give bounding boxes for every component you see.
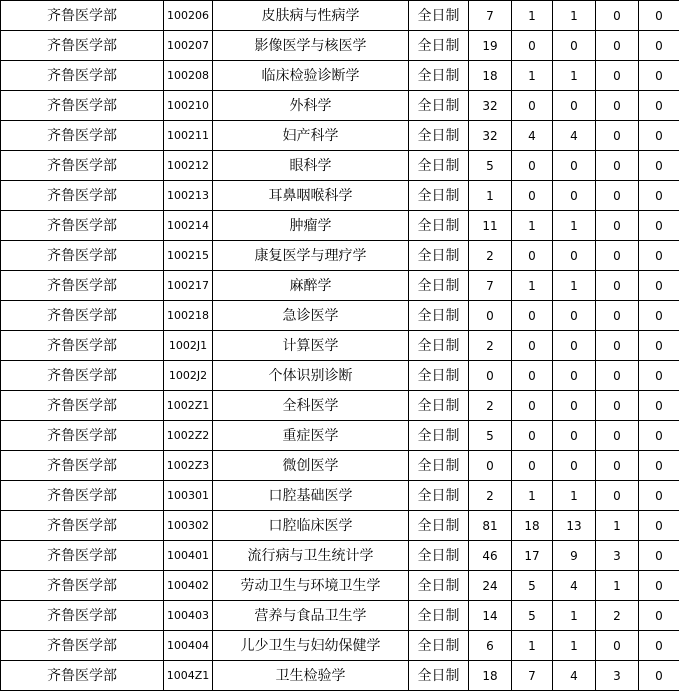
major-name-cell: 眼科学	[213, 151, 409, 181]
table-row	[1, 211, 679, 241]
table-row	[1, 451, 679, 481]
count-cell-1: 7	[469, 1, 512, 31]
count-cell-4: 0	[596, 61, 639, 91]
study-mode-cell: 全日制	[409, 121, 469, 151]
count-cell-4: 0	[596, 91, 639, 121]
count-cell-5: 0	[639, 181, 679, 211]
count-cell-5: 0	[639, 421, 679, 451]
count-cell-1: 24	[469, 571, 512, 601]
study-mode-cell: 全日制	[409, 511, 469, 541]
count-cell-2: 4	[512, 121, 553, 151]
major-name-cell: 麻醉学	[213, 271, 409, 301]
study-mode-cell: 全日制	[409, 601, 469, 631]
study-mode-cell: 全日制	[409, 481, 469, 511]
count-cell-3: 1	[553, 1, 596, 31]
count-cell-1: 0	[469, 361, 512, 391]
major-code-cell: 100404	[164, 631, 213, 661]
department-cell: 齐鲁医学部	[1, 391, 164, 421]
count-cell-5: 0	[639, 631, 679, 661]
count-cell-4: 0	[596, 31, 639, 61]
study-mode-cell: 全日制	[409, 661, 469, 691]
table-row	[1, 331, 679, 361]
major-code-cell: 100215	[164, 241, 213, 271]
count-cell-4: 0	[596, 181, 639, 211]
department-cell: 齐鲁医学部	[1, 571, 164, 601]
department-cell: 齐鲁医学部	[1, 31, 164, 61]
count-cell-2: 0	[512, 331, 553, 361]
count-cell-3: 0	[553, 451, 596, 481]
count-cell-4: 0	[596, 481, 639, 511]
count-cell-4: 0	[596, 391, 639, 421]
count-cell-2: 0	[512, 151, 553, 181]
count-cell-5: 0	[639, 511, 679, 541]
department-cell: 齐鲁医学部	[1, 541, 164, 571]
count-cell-2: 0	[512, 421, 553, 451]
study-mode-cell: 全日制	[409, 1, 469, 31]
major-code-cell: 100214	[164, 211, 213, 241]
count-cell-1: 2	[469, 241, 512, 271]
count-cell-2: 1	[512, 631, 553, 661]
major-code-cell: 100208	[164, 61, 213, 91]
major-name-cell: 流行病与卫生统计学	[213, 541, 409, 571]
major-name-cell: 口腔基础医学	[213, 481, 409, 511]
major-name-cell: 耳鼻咽喉科学	[213, 181, 409, 211]
study-mode-cell: 全日制	[409, 271, 469, 301]
count-cell-3: 0	[553, 241, 596, 271]
study-mode-cell: 全日制	[409, 301, 469, 331]
study-mode-cell: 全日制	[409, 151, 469, 181]
major-code-cell: 100213	[164, 181, 213, 211]
table-row	[1, 61, 679, 91]
count-cell-3: 0	[553, 301, 596, 331]
count-cell-5: 0	[639, 301, 679, 331]
department-cell: 齐鲁医学部	[1, 661, 164, 691]
major-name-cell: 康复医学与理疗学	[213, 241, 409, 271]
table-row	[1, 301, 679, 331]
count-cell-4: 3	[596, 661, 639, 691]
count-cell-1: 6	[469, 631, 512, 661]
study-mode-cell: 全日制	[409, 91, 469, 121]
count-cell-1: 2	[469, 481, 512, 511]
department-cell: 齐鲁医学部	[1, 61, 164, 91]
count-cell-5: 0	[639, 31, 679, 61]
study-mode-cell: 全日制	[409, 181, 469, 211]
count-cell-4: 0	[596, 331, 639, 361]
count-cell-1: 2	[469, 391, 512, 421]
count-cell-3: 4	[553, 121, 596, 151]
count-cell-2: 1	[512, 271, 553, 301]
count-cell-4: 0	[596, 151, 639, 181]
count-cell-3: 1	[553, 481, 596, 511]
major-code-cell: 1002J2	[164, 361, 213, 391]
count-cell-3: 0	[553, 421, 596, 451]
count-cell-2: 1	[512, 61, 553, 91]
department-cell: 齐鲁医学部	[1, 121, 164, 151]
count-cell-4: 1	[596, 511, 639, 541]
count-cell-4: 0	[596, 271, 639, 301]
count-cell-1: 18	[469, 61, 512, 91]
count-cell-4: 0	[596, 421, 639, 451]
major-name-cell: 儿少卫生与妇幼保健学	[213, 631, 409, 661]
major-name-cell: 影像医学与核医学	[213, 31, 409, 61]
count-cell-3: 13	[553, 511, 596, 541]
count-cell-1: 0	[469, 451, 512, 481]
table-row	[1, 541, 679, 571]
count-cell-2: 0	[512, 391, 553, 421]
department-cell: 齐鲁医学部	[1, 301, 164, 331]
count-cell-2: 17	[512, 541, 553, 571]
count-cell-1: 81	[469, 511, 512, 541]
count-cell-4: 0	[596, 241, 639, 271]
count-cell-4: 0	[596, 301, 639, 331]
major-code-cell: 100206	[164, 1, 213, 31]
count-cell-1: 46	[469, 541, 512, 571]
department-cell: 齐鲁医学部	[1, 511, 164, 541]
major-code-cell: 100302	[164, 511, 213, 541]
count-cell-1: 5	[469, 151, 512, 181]
study-mode-cell: 全日制	[409, 61, 469, 91]
table-row	[1, 31, 679, 61]
count-cell-3: 0	[553, 31, 596, 61]
table-row	[1, 181, 679, 211]
count-cell-2: 0	[512, 241, 553, 271]
study-mode-cell: 全日制	[409, 31, 469, 61]
count-cell-1: 5	[469, 421, 512, 451]
department-cell: 齐鲁医学部	[1, 601, 164, 631]
count-cell-5: 0	[639, 571, 679, 601]
department-cell: 齐鲁医学部	[1, 1, 164, 31]
table-row	[1, 601, 679, 631]
major-code-cell: 100212	[164, 151, 213, 181]
count-cell-4: 0	[596, 121, 639, 151]
count-cell-4: 0	[596, 631, 639, 661]
count-cell-5: 0	[639, 241, 679, 271]
department-cell: 齐鲁医学部	[1, 631, 164, 661]
count-cell-3: 4	[553, 571, 596, 601]
count-cell-2: 5	[512, 601, 553, 631]
major-name-cell: 肿瘤学	[213, 211, 409, 241]
department-cell: 齐鲁医学部	[1, 361, 164, 391]
count-cell-4: 2	[596, 601, 639, 631]
table-row	[1, 571, 679, 601]
major-code-cell: 1004Z1	[164, 661, 213, 691]
count-cell-1: 11	[469, 211, 512, 241]
major-code-cell: 100401	[164, 541, 213, 571]
count-cell-5: 0	[639, 211, 679, 241]
count-cell-1: 18	[469, 661, 512, 691]
count-cell-4: 0	[596, 211, 639, 241]
major-name-cell: 卫生检验学	[213, 661, 409, 691]
count-cell-2: 1	[512, 1, 553, 31]
major-name-cell: 劳动卫生与环境卫生学	[213, 571, 409, 601]
count-cell-5: 0	[639, 61, 679, 91]
count-cell-2: 0	[512, 451, 553, 481]
major-name-cell: 口腔临床医学	[213, 511, 409, 541]
count-cell-5: 0	[639, 271, 679, 301]
count-cell-3: 0	[553, 91, 596, 121]
major-name-cell: 妇产科学	[213, 121, 409, 151]
count-cell-2: 7	[512, 661, 553, 691]
count-cell-3: 0	[553, 331, 596, 361]
department-cell: 齐鲁医学部	[1, 451, 164, 481]
major-code-cell: 1002J1	[164, 331, 213, 361]
count-cell-5: 0	[639, 481, 679, 511]
major-name-cell: 外科学	[213, 91, 409, 121]
table-row	[1, 631, 679, 661]
study-mode-cell: 全日制	[409, 541, 469, 571]
study-mode-cell: 全日制	[409, 211, 469, 241]
department-cell: 齐鲁医学部	[1, 91, 164, 121]
major-name-cell: 全科医学	[213, 391, 409, 421]
count-cell-5: 0	[639, 541, 679, 571]
count-cell-5: 0	[639, 91, 679, 121]
table-row	[1, 511, 679, 541]
study-mode-cell: 全日制	[409, 451, 469, 481]
count-cell-4: 0	[596, 361, 639, 391]
major-code-cell: 100210	[164, 91, 213, 121]
major-name-cell: 营养与食品卫生学	[213, 601, 409, 631]
count-cell-1: 0	[469, 301, 512, 331]
count-cell-5: 0	[639, 1, 679, 31]
count-cell-1: 2	[469, 331, 512, 361]
table-row	[1, 151, 679, 181]
count-cell-5: 0	[639, 121, 679, 151]
study-mode-cell: 全日制	[409, 421, 469, 451]
count-cell-1: 7	[469, 271, 512, 301]
count-cell-2: 0	[512, 181, 553, 211]
count-cell-4: 0	[596, 451, 639, 481]
count-cell-3: 0	[553, 181, 596, 211]
count-cell-3: 0	[553, 361, 596, 391]
count-cell-3: 1	[553, 631, 596, 661]
table-row	[1, 421, 679, 451]
major-code-cell: 100207	[164, 31, 213, 61]
count-cell-2: 0	[512, 31, 553, 61]
major-name-cell: 皮肤病与性病学	[213, 1, 409, 31]
department-cell: 齐鲁医学部	[1, 271, 164, 301]
count-cell-2: 0	[512, 301, 553, 331]
count-cell-5: 0	[639, 361, 679, 391]
count-cell-3: 1	[553, 271, 596, 301]
major-code-cell: 1002Z2	[164, 421, 213, 451]
study-mode-cell: 全日制	[409, 391, 469, 421]
department-cell: 齐鲁医学部	[1, 421, 164, 451]
major-code-cell: 100217	[164, 271, 213, 301]
table-row	[1, 481, 679, 511]
major-code-cell: 100211	[164, 121, 213, 151]
count-cell-3: 1	[553, 601, 596, 631]
count-cell-5: 0	[639, 151, 679, 181]
major-code-cell: 1002Z1	[164, 391, 213, 421]
count-cell-5: 0	[639, 331, 679, 361]
count-cell-4: 1	[596, 571, 639, 601]
count-cell-2: 1	[512, 211, 553, 241]
department-cell: 齐鲁医学部	[1, 211, 164, 241]
count-cell-1: 14	[469, 601, 512, 631]
table-row	[1, 1, 679, 31]
major-code-cell: 100403	[164, 601, 213, 631]
count-cell-3: 1	[553, 211, 596, 241]
table-row	[1, 271, 679, 301]
count-cell-3: 0	[553, 391, 596, 421]
major-name-cell: 重症医学	[213, 421, 409, 451]
department-cell: 齐鲁医学部	[1, 241, 164, 271]
count-cell-2: 5	[512, 571, 553, 601]
major-code-cell: 100402	[164, 571, 213, 601]
count-cell-3: 9	[553, 541, 596, 571]
major-code-cell: 100218	[164, 301, 213, 331]
count-cell-2: 0	[512, 361, 553, 391]
department-cell: 齐鲁医学部	[1, 481, 164, 511]
count-cell-5: 0	[639, 601, 679, 631]
study-mode-cell: 全日制	[409, 571, 469, 601]
department-cell: 齐鲁医学部	[1, 151, 164, 181]
count-cell-5: 0	[639, 661, 679, 691]
table-row	[1, 91, 679, 121]
count-cell-4: 3	[596, 541, 639, 571]
major-name-cell: 微创医学	[213, 451, 409, 481]
table-row	[1, 361, 679, 391]
table-row	[1, 121, 679, 151]
count-cell-1: 32	[469, 121, 512, 151]
count-cell-3: 1	[553, 61, 596, 91]
major-code-cell: 1002Z3	[164, 451, 213, 481]
count-cell-5: 0	[639, 451, 679, 481]
table-row	[1, 661, 679, 691]
table-row	[1, 391, 679, 421]
table-row	[1, 241, 679, 271]
count-cell-1: 1	[469, 181, 512, 211]
count-cell-2: 1	[512, 481, 553, 511]
count-cell-4: 0	[596, 1, 639, 31]
department-cell: 齐鲁医学部	[1, 331, 164, 361]
study-mode-cell: 全日制	[409, 241, 469, 271]
count-cell-5: 0	[639, 391, 679, 421]
count-cell-1: 19	[469, 31, 512, 61]
major-name-cell: 临床检验诊断学	[213, 61, 409, 91]
major-code-cell: 100301	[164, 481, 213, 511]
major-name-cell: 计算医学	[213, 331, 409, 361]
study-mode-cell: 全日制	[409, 631, 469, 661]
count-cell-3: 0	[553, 151, 596, 181]
major-name-cell: 急诊医学	[213, 301, 409, 331]
major-name-cell: 个体识别诊断	[213, 361, 409, 391]
count-cell-2: 0	[512, 91, 553, 121]
department-cell: 齐鲁医学部	[1, 181, 164, 211]
study-mode-cell: 全日制	[409, 361, 469, 391]
table-body	[1, 1, 679, 691]
count-cell-2: 18	[512, 511, 553, 541]
study-mode-cell: 全日制	[409, 331, 469, 361]
count-cell-3: 4	[553, 661, 596, 691]
count-cell-1: 32	[469, 91, 512, 121]
